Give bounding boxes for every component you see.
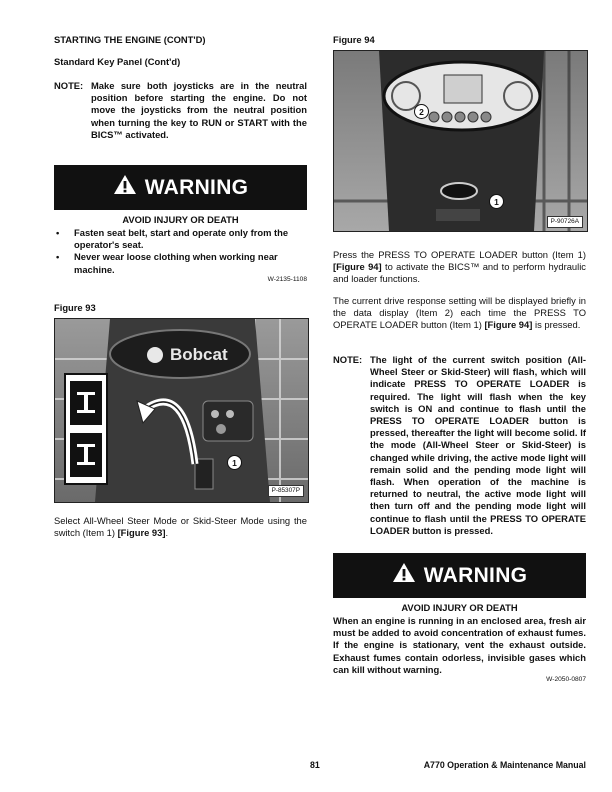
warning-code: W-2135-1108 <box>267 276 307 283</box>
note-text: The light of the current switch position (All-Wheel Steer or Skid-Steer) will flash, which will indicate PRESS TO OPERATE LOADER is required. The light will flash when the key switch is ON and continue to flash until the PRESS TO OPERATE LOADER button is pressed, thereafter the light will become solid. If the mode (All-Wheel Steer or Skid-Steer) is changed while driving, the active mode light will remain solid and the pending mode light will flash. When operation of the machine is returned to neutral, the active mode light will then turn off and the pending mode light will continue to flash until the PRESS TO OPERATE LOADER button is pressed. <box>370 354 586 536</box>
warning-bullet-list <box>54 227 307 276</box>
manual-title: A770 Operation & Maintenance Manual <box>423 760 586 770</box>
note-label: NOTE: <box>54 80 84 91</box>
figure-93-callout-1: 1 <box>227 455 242 470</box>
section-title: STARTING THE ENGINE (CONT'D) <box>54 34 206 45</box>
note-text: Make sure both joysticks are in the neutral position before starting the engine. Do not move the joysticks from the neutral position when turning the key to RUN or START with the BICS™ activated. <box>91 80 307 140</box>
figure-94-callout-1: 1 <box>489 194 504 209</box>
warning-banner-text: WARNING <box>144 175 249 199</box>
warning-bullet: • Fasten seat belt, start and operate only from the operator's seat. <box>54 227 307 251</box>
display-panel-illustration <box>334 51 587 231</box>
warning-banner-text: WARNING <box>423 563 528 587</box>
note-label: NOTE: <box>333 354 363 365</box>
note-mode-light <box>333 354 586 537</box>
figure-94-code: P-90726A <box>547 216 583 228</box>
warning-triangle-icon <box>113 174 137 201</box>
paragraph-drive-response: The current drive response setting will be displayed briefly in the data display (Item 2) each time the PRESS TO OPERATE LOADER button (Item 1) [Figure 94] is pressed. <box>333 295 586 331</box>
figure-93-image <box>54 318 309 503</box>
warning-banner <box>333 553 586 598</box>
cab-console-illustration <box>55 319 308 502</box>
warning-body: When an engine is running in an enclosed area, fresh air must be added to avoid concentration of exhaust fumes. If the engine is stationary, vent the exhaust outside. Exhaust fumes contain odorless, invisible gases which can kill without warning. <box>333 615 586 675</box>
warning-code: W-2050-0807 <box>546 676 586 683</box>
figure-94-callout-2: 2 <box>414 104 429 119</box>
figure-ref: [Figure 94] <box>333 261 382 273</box>
paragraph-press-to-operate: Press the PRESS TO OPERATE LOADER button (Item 1) [Figure 94] to activate the BICS™ and to perform hydraulic and loader functions. <box>333 249 586 285</box>
warning-triangle-icon <box>392 562 416 589</box>
warning-heading: AVOID INJURY OR DEATH <box>401 602 518 613</box>
page-number: 81 <box>310 760 320 770</box>
warning-bullet: • Never wear loose clothing when working near machine. <box>54 251 307 275</box>
warning-banner <box>54 165 307 210</box>
figure-ref: [Figure 94] <box>484 319 533 331</box>
figure-93-label: Figure 93 <box>54 302 96 313</box>
figure-93-caption: Select All-Wheel Steer Mode or Skid-Steer Mode using the switch (Item 1) [Figure 93]. <box>54 515 307 539</box>
figure-93-code: P-85307P <box>268 485 304 497</box>
brand-text: Bobcat <box>170 345 228 364</box>
figure-94-image <box>333 50 588 232</box>
figure-ref: [Figure 93] <box>117 527 166 539</box>
warning-heading: AVOID INJURY OR DEATH <box>122 214 239 225</box>
note-joysticks <box>54 80 307 141</box>
subsection-title: Standard Key Panel (Cont'd) <box>54 56 181 67</box>
figure-94-label: Figure 94 <box>333 34 375 45</box>
